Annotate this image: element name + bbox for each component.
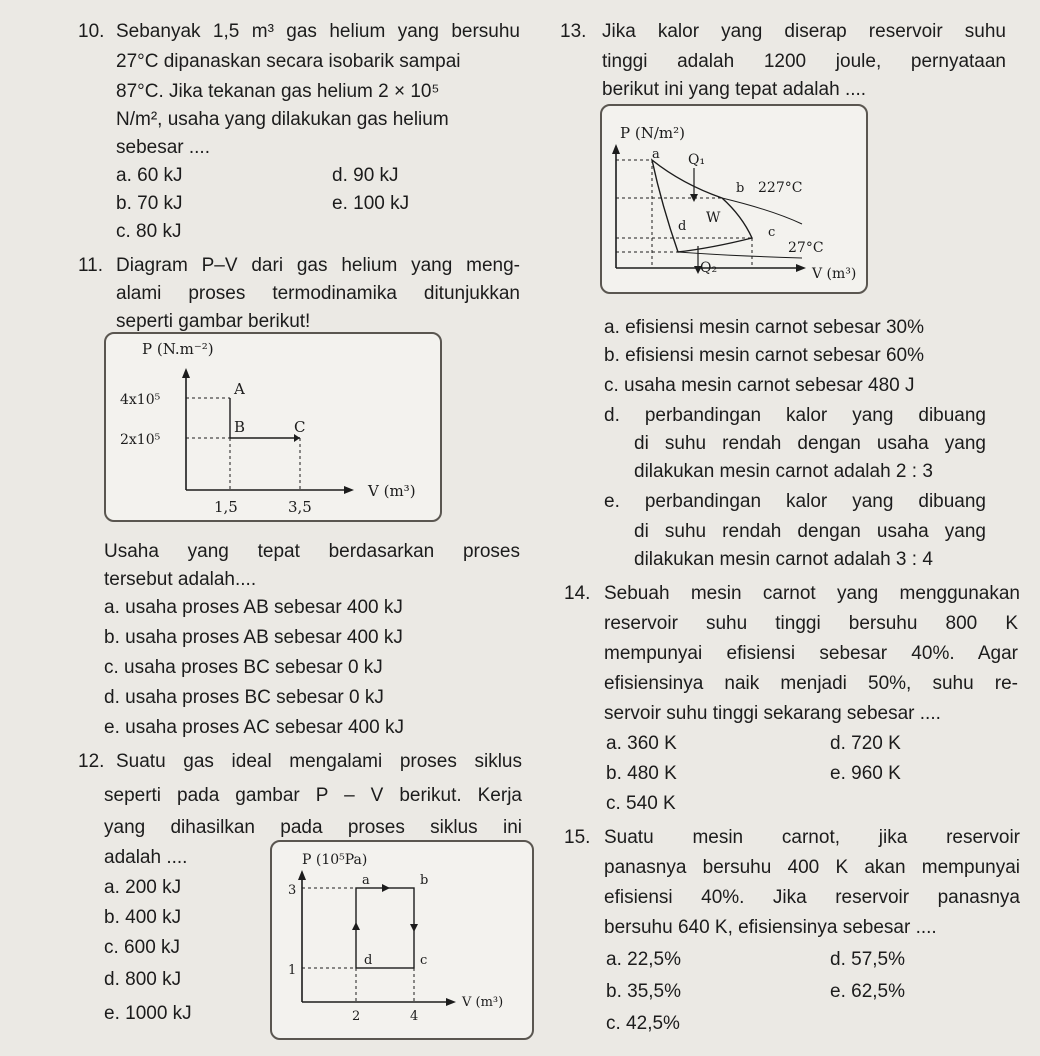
q11-xlabel: V (m³) — [368, 482, 416, 500]
q12-chart — [270, 840, 534, 1040]
q11-line-3: seperti gambar berikut! — [116, 311, 311, 332]
q11-point-c: C — [294, 418, 306, 436]
q13-label-cold-temp: 27°C — [788, 240, 824, 256]
q13-option-b[interactable]: b. efisiensi mesin carnot sebesar 60% — [604, 345, 924, 366]
q13-option-d-line-2: di suhu rendah dengan usaha yang — [634, 433, 986, 454]
q11-option-c[interactable]: c. usaha proses BC sebesar 0 kJ — [104, 657, 383, 678]
q13-number: 13. — [560, 21, 587, 42]
q14-line-4: efisiensinya naik menjadi 50%, suhu re- — [604, 673, 1018, 694]
q14-option-c[interactable]: c. 540 K — [606, 793, 676, 814]
q12-point-c: c — [420, 953, 428, 968]
q14-line-1: Sebuah mesin carnot yang menggunakan — [604, 583, 1020, 604]
q11-xtick-1: 1,5 — [214, 498, 238, 516]
q12-xlabel: V (m³) — [462, 995, 504, 1010]
q10-line-4: N/m², usaha yang dilakukan gas helium — [116, 109, 449, 130]
q11-line-1: Diagram P–V dari gas helium yang meng- — [116, 255, 520, 276]
q14-option-e[interactable]: e. 960 K — [830, 763, 901, 784]
q15-option-b[interactable]: b. 35,5% — [606, 981, 681, 1002]
q12-option-c[interactable]: c. 600 kJ — [104, 937, 181, 958]
q13-option-e-line-3: dilakukan mesin carnot adalah 3 : 4 — [634, 549, 933, 570]
q15-option-e[interactable]: e. 62,5% — [830, 981, 905, 1002]
q11-y-arrow — [182, 368, 190, 378]
q13-label-c: c — [768, 225, 776, 240]
q14-line-5: servoir suhu tinggi sekarang sebesar .... — [604, 703, 941, 724]
q12-line-4: adalah .... — [104, 847, 188, 868]
q10-option-a[interactable]: a. 60 kJ — [116, 165, 183, 186]
q15-number: 15. — [564, 827, 591, 848]
q13-carnot-diagram — [602, 106, 862, 288]
q13-label-hot-temp: 227°C — [758, 180, 803, 196]
q11-ytick-2: 2x10⁵ — [120, 432, 161, 448]
q12-pv-diagram — [272, 842, 528, 1034]
q13-line-2: tinggi adalah 1200 joule, pernyataan — [602, 51, 1006, 72]
q11-x-arrow — [344, 486, 354, 494]
q10-option-e[interactable]: e. 100 kJ — [332, 193, 410, 214]
q15-option-c[interactable]: c. 42,5% — [606, 1013, 680, 1034]
q13-ylabel: P (N/m²) — [620, 124, 685, 142]
q12-option-d[interactable]: d. 800 kJ — [104, 969, 182, 990]
q12-y-arrow — [298, 870, 306, 880]
q11-pv-diagram — [106, 334, 440, 520]
q15-line-2: panasnya bersuhu 400 K akan mempunyai — [604, 857, 1020, 878]
q12-line-3: yang dihasilkan pada proses siklus ini — [104, 817, 522, 838]
q11-point-b: B — [234, 418, 246, 436]
q12-xtick-2: 4 — [410, 1009, 419, 1024]
q13-chart — [600, 104, 868, 294]
q12-xtick-1: 2 — [352, 1009, 361, 1024]
q12-line-2: seperti pada gambar P – V berikut. Kerja — [104, 785, 522, 806]
q14-option-d[interactable]: d. 720 K — [830, 733, 901, 754]
q14-number: 14. — [564, 583, 591, 604]
q11-stem-3: tersebut adalah.... — [104, 569, 257, 590]
q10-option-b[interactable]: b. 70 kJ — [116, 193, 183, 214]
q15-option-d[interactable]: d. 57,5% — [830, 949, 905, 970]
q12-option-a[interactable]: a. 200 kJ — [104, 877, 182, 898]
q11-point-a: A — [234, 380, 245, 398]
q13-label-b: b — [736, 181, 745, 196]
q11-xtick-2: 3,5 — [288, 498, 312, 516]
q13-label-w: W — [706, 210, 721, 226]
q10-option-c[interactable]: c. 80 kJ — [116, 221, 182, 242]
q11-stem-2: Usaha yang tepat berdasarkan proses — [104, 541, 520, 562]
q13-xlabel: V (m³) — [812, 266, 857, 282]
q10-line-1: Sebanyak 1,5 m³ gas helium yang bersuhu — [116, 21, 520, 42]
q13-option-a[interactable]: a. efisiensi mesin carnot sebesar 30% — [604, 317, 924, 338]
q12-ytick-1: 3 — [288, 883, 297, 898]
q12-x-arrow — [446, 998, 456, 1006]
q10-line-3: 87°C. Jika tekanan gas helium 2 × 10⁵ — [116, 81, 440, 102]
q13-label-d: d — [678, 219, 687, 234]
q15-line-3: efisiensi 40%. Jika reservoir panasnya — [604, 887, 1020, 908]
q12-point-b: b — [420, 873, 429, 888]
q12-ytick-2: 1 — [288, 963, 297, 978]
q13-option-c[interactable]: c. usaha mesin carnot sebesar 480 J — [604, 375, 915, 396]
q15-option-a[interactable]: a. 22,5% — [606, 949, 681, 970]
q10-line-5: sebesar .... — [116, 137, 210, 158]
q13-x-arrow — [796, 264, 806, 272]
q12-ylabel: P (10⁵Pa) — [302, 852, 368, 868]
q11-ytick-1: 4x10⁵ — [120, 392, 161, 408]
q13-label-q2: Q₂ — [700, 260, 718, 276]
q14-option-a[interactable]: a. 360 K — [606, 733, 677, 754]
q13-option-e-line-1[interactable]: e. perbandingan kalor yang dibuang — [604, 491, 986, 512]
q13-option-e-line-2: di suhu rendah dengan usaha yang — [634, 521, 986, 542]
q13-label-a: a — [652, 147, 660, 162]
q10-number: 10. — [78, 21, 105, 42]
q12-line-1: Suatu gas ideal mengalami proses siklus — [116, 751, 522, 772]
q10-option-d[interactable]: d. 90 kJ — [332, 165, 399, 186]
q11-line-2: alami proses termodinamika ditunjukkan — [116, 283, 520, 304]
q12-arrow-bc — [410, 924, 418, 932]
q12-option-b[interactable]: b. 400 kJ — [104, 907, 182, 928]
q14-line-2: reservoir suhu tinggi bersuhu 800 K — [604, 613, 1018, 634]
q15-line-4: bersuhu 640 K, efisiensinya sebesar .... — [604, 917, 937, 938]
q11-option-d[interactable]: d. usaha proses BC sebesar 0 kJ — [104, 687, 384, 708]
q11-ylabel: P (N.m⁻²) — [142, 340, 214, 358]
q13-line-3: berikut ini yang tepat adalah .... — [602, 79, 867, 100]
q13-option-d-line-1[interactable]: d. perbandingan kalor yang dibuang — [604, 405, 986, 426]
q11-option-e[interactable]: e. usaha proses AC sebesar 400 kJ — [104, 717, 404, 738]
q13-isotherm-cold — [678, 252, 802, 258]
q14-option-b[interactable]: b. 480 K — [606, 763, 677, 784]
q12-option-e[interactable]: e. 1000 kJ — [104, 1003, 192, 1024]
q11-option-b[interactable]: b. usaha proses AB sebesar 400 kJ — [104, 627, 403, 648]
q11-option-a[interactable]: a. usaha proses AB sebesar 400 kJ — [104, 597, 403, 618]
q12-point-a: a — [362, 873, 370, 888]
q11-chart — [104, 332, 442, 522]
q15-line-1: Suatu mesin carnot, jika reservoir — [604, 827, 1020, 848]
q12-arrow-ab — [382, 884, 390, 892]
q12-point-d: d — [364, 953, 373, 968]
q13-line-1: Jika kalor yang diserap reservoir suhu — [602, 21, 1006, 42]
q11-number: 11. — [78, 255, 104, 276]
q12-number: 12. — [78, 751, 105, 772]
q13-label-q1: Q₁ — [688, 152, 706, 168]
q13-y-arrow — [612, 144, 620, 154]
q13-option-d-line-3: dilakukan mesin carnot adalah 2 : 3 — [634, 461, 933, 482]
q14-line-3: mempunyai efisiensi sebesar 40%. Agar — [604, 643, 1018, 664]
q10-line-2: 27°C dipanaskan secara isobarik sampai — [116, 51, 461, 72]
q12-arrow-da — [352, 922, 360, 930]
